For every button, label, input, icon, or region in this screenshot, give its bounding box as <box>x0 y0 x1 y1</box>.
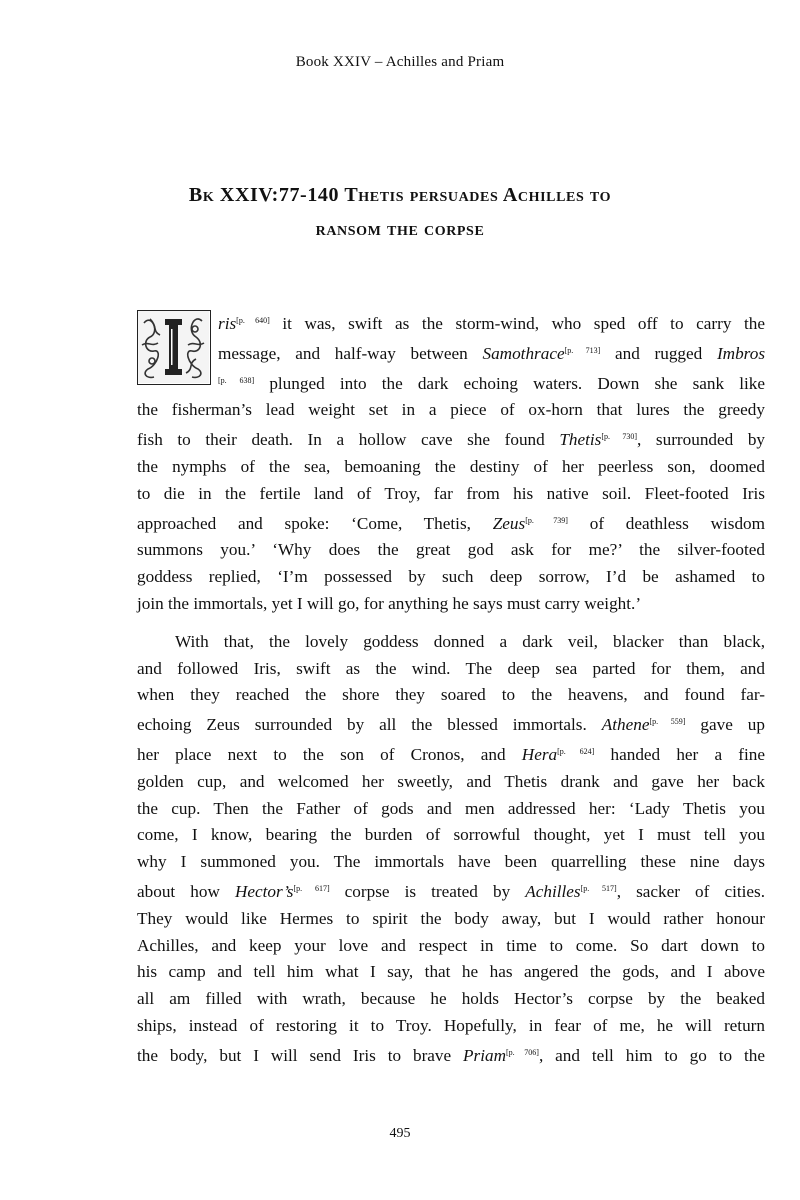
text-line: all am filled with wrath, because he holds Hector’s corpse by the beaked <box>137 989 765 1009</box>
page-ref: [p. 706] <box>506 1047 539 1057</box>
page-ref: [p. 559] <box>649 717 686 727</box>
text-line: goddess replied, ‘I’m possessed by such deep sorrow, I’d be ashamed to <box>137 567 765 587</box>
running-head: Book XXIV – Achilles and Priam <box>295 54 505 70</box>
text-line: come, I know, bearing the burden of sorrowful thought, yet I must tell you <box>137 825 765 845</box>
page-ref: [p. 730] <box>601 432 638 442</box>
text-line: when they reached the shore they soared to the heavens, and found far- <box>137 685 765 705</box>
text-line: Achilles, and keep your love and respect in time to come. So dart down to <box>137 935 765 955</box>
text-line: why I summoned you. The immortals have been quarrelling these nine days <box>137 852 765 872</box>
text-line: golden cup, and welcomed her sweetly, and Thetis drank and gave her back <box>137 771 765 791</box>
text-line: to die in the fertile land of Troy, far from his native soil. Fleet-footed Iris <box>137 483 765 503</box>
text-line: her place next to the son of Cronos, and Hera[p. 624] handed her a fine <box>137 744 765 764</box>
page-ref: [p. 624] <box>557 746 595 756</box>
chapter-title-line-2: ransom the corpse <box>315 218 485 240</box>
text-line: echoing Zeus surrounded by all the blessed immortals. Athene[p. 559] gave up <box>137 715 765 735</box>
text-line: They would like Hermes to spirit the body away, but I would rather honour <box>137 908 765 928</box>
text-line: summons you.’ ‘Why does the great god ask for me?’ the silver-footed <box>137 540 765 560</box>
page-ref: [p. 640] <box>236 316 270 325</box>
text-line: the nymphs of the sea, bemoaning the destiny of her peerless son, doomed <box>137 456 765 476</box>
text-line: With that, the lovely goddess donned a dark veil, blacker than black, <box>175 631 765 651</box>
text-line: [p. 638] plunged into the dark echoing waters. Down she sank like <box>218 373 765 393</box>
page-ref: [p. 617] <box>293 883 330 893</box>
text-line: fish to their death. In a hollow cave she found Thetis[p. 730], surrounded by <box>137 430 766 450</box>
body-text <box>137 308 765 1070</box>
text-line: ris[p. 640] it was, swift as the storm-wind, who sped off to carry the <box>218 314 766 333</box>
page-ref: [p. 739] <box>525 515 568 525</box>
text-line: ships, instead of restoring it to Troy. Hopefully, in fear of me, he will return <box>137 1015 765 1035</box>
text-line: his camp and tell him what I say, that he has angered the gods, and I above <box>137 962 765 982</box>
text-line: the fisherman’s lead weight set in a piece of ox-horn that lures the greedy <box>137 400 765 420</box>
page-ref: [p. 517] <box>580 883 617 893</box>
page-ref: [p. 713] <box>564 345 601 355</box>
text-line: the body, but I will send Iris to brave Priam[p. 706], and tell him to go to the <box>137 1045 765 1065</box>
text-line: the cup. Then the Father of gods and men addressed her: ‘Lady Thetis you <box>137 798 765 818</box>
text-line: and followed Iris, swift as the wind. The deep sea parted for them, and <box>137 658 765 678</box>
page-number: 495 <box>389 1126 411 1141</box>
text-line: join the immortals, yet I will go, for anything he says must carry weight.’ <box>137 593 642 613</box>
page-ref: [p. 638] <box>218 375 255 385</box>
text-line: approached and spoke: ‘Come, Thetis, Zeus[p. 739] of deathless wisdom <box>137 513 766 533</box>
text-line: message, and half-way between Samothrace[p. 713] and rugged Imbros <box>218 343 766 363</box>
chapter-title <box>120 178 680 246</box>
chapter-title-line-1: Bk XXIV:77-140 Thetis persuades Achilles to <box>188 184 612 206</box>
text-line: about how Hector’s[p. 617] corpse is treated by Achilles[p. 517], sacker of cities. <box>137 881 766 901</box>
